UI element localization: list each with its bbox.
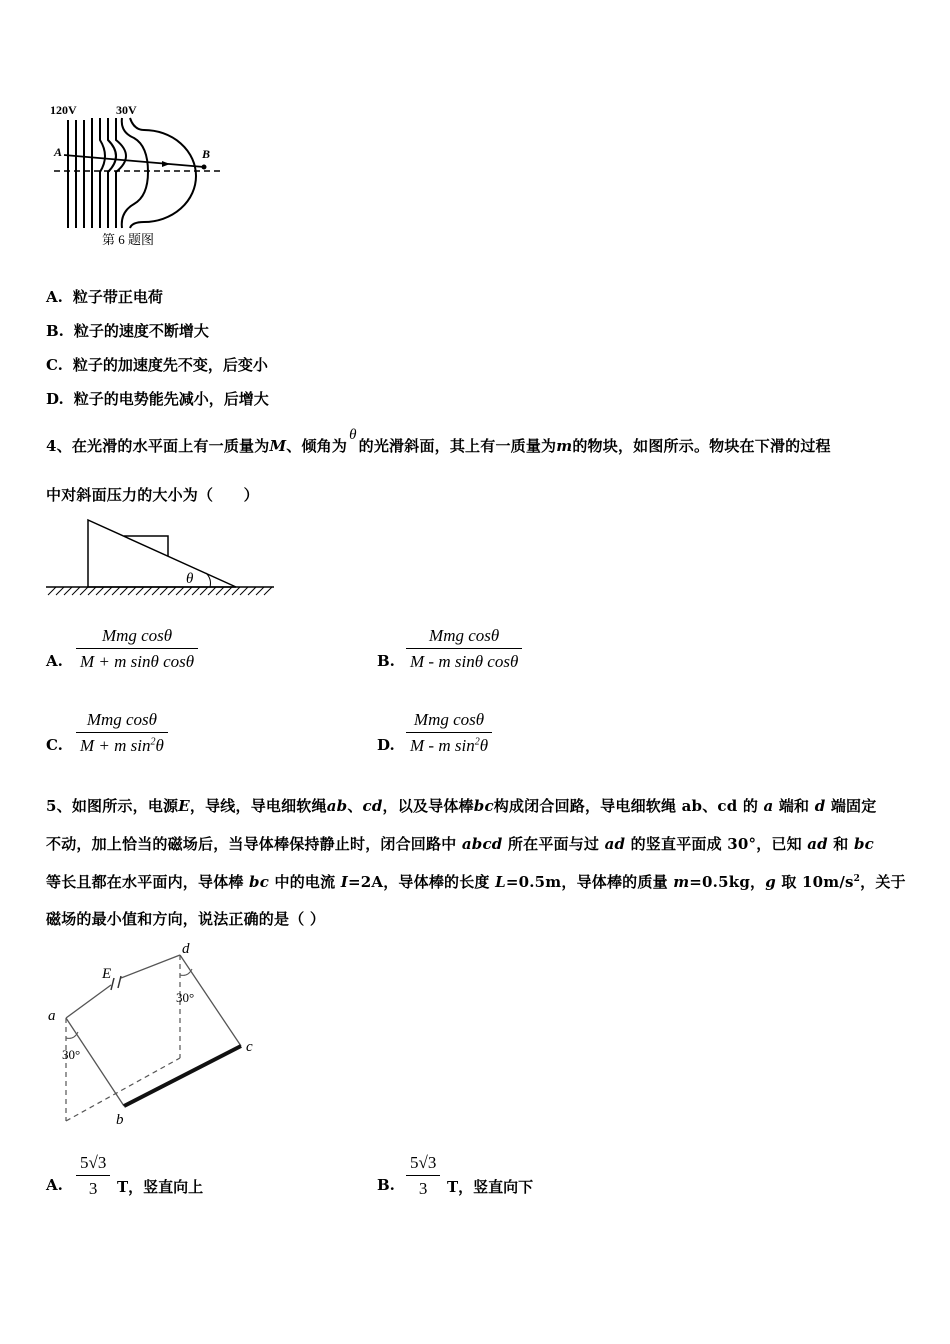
option-text: 粒子的电势能先减小，后增大 bbox=[73, 390, 269, 408]
option-text: 粒子的加速度先不变，后变小 bbox=[72, 356, 268, 374]
angle-a: 30° bbox=[62, 1047, 81, 1062]
label-a: a bbox=[48, 1008, 56, 1024]
q5-stem-line1: 5、如图所示，电源E，导线，导电细软绳ab、cd，以及导体棒bc构成闭合回路，导电细软绳 ab、cd 的 a 端和 d 端固定 bbox=[46, 797, 877, 815]
label-120v: 120V bbox=[50, 103, 77, 117]
q5-option-a-text: T，竖直向上 bbox=[117, 1178, 204, 1196]
option-letter: C. bbox=[46, 356, 63, 374]
q5-option-b-fraction: $\frac{5√3}{3}$ bbox=[406, 1153, 440, 1199]
q3-option-a bbox=[46, 286, 163, 307]
q4-stem-line2: 中对斜面压力的大小为（ ） bbox=[46, 486, 259, 504]
q3-option-b bbox=[46, 320, 209, 341]
label-b: B bbox=[202, 147, 211, 161]
figure-6-equipotential bbox=[44, 100, 234, 250]
q4-option-c-fraction: Mmg cosθ M + m $\sin^2\theta$ bbox=[76, 710, 168, 756]
q5-option-a-fraction: $\frac{5√3}{3}$ bbox=[76, 1153, 110, 1199]
label-b: b bbox=[116, 1112, 124, 1128]
q5-option-a-letter: A. bbox=[46, 1176, 63, 1194]
label-c: c bbox=[246, 1039, 253, 1055]
q5-option-b-text: T，竖直向下 bbox=[447, 1178, 534, 1196]
label-e: E bbox=[102, 966, 112, 982]
option-letter: A. bbox=[46, 288, 63, 306]
option-letter: D. bbox=[46, 390, 64, 408]
option-letter: B. bbox=[46, 322, 64, 340]
q5-stem-line4: 磁场的最小值和方向，说法正确的是（ ） bbox=[46, 910, 326, 928]
figure-circuit bbox=[44, 938, 264, 1128]
q4-option-a-fraction: Mmg cosθ M + m sinθ cosθ bbox=[76, 626, 198, 672]
q4-option-b-fraction: Mmg cosθ M - m sinθ cosθ bbox=[406, 626, 522, 672]
option-text: 粒子带正电荷 bbox=[72, 288, 163, 306]
q3-option-d bbox=[46, 388, 269, 409]
q5-stem-line2: 不动，加上恰当的磁场后，当导体棒保持静止时，闭合回路中 abcd 所在平面与过 ad 的竖直平面成 30°，已知 ad 和 bc bbox=[46, 835, 874, 853]
label-30v: 30V bbox=[116, 103, 137, 117]
q4-option-b-letter: B. bbox=[377, 652, 395, 670]
figure-caption: 第 6 题图 bbox=[102, 232, 155, 247]
q4-option-a-letter: A. bbox=[46, 652, 63, 670]
label-d: d bbox=[182, 941, 190, 957]
q5-stem-line3: 等长且都在水平面内，导体棒 bc 中的电流 I=2A，导体棒的长度 L=0.5m，导体棒的质量 m=0.5kg，g 取 $10m/s^2$，关于 bbox=[46, 873, 906, 891]
option-text: 粒子的速度不断增大 bbox=[73, 322, 209, 340]
q4-option-c-letter: C. bbox=[46, 736, 63, 754]
figure-incline bbox=[44, 515, 276, 601]
label-a: A bbox=[54, 145, 63, 159]
q4-option-d-fraction: Mmg cosθ M - m $\sin^2\theta$ bbox=[406, 710, 492, 756]
q4-option-d-letter: D. bbox=[377, 736, 395, 754]
q5-option-b-letter: B. bbox=[377, 1176, 395, 1194]
q3-option-c bbox=[46, 354, 268, 375]
angle-d: 30° bbox=[176, 990, 195, 1005]
q4-stem-line1: 4、在光滑的水平面上有一质量为M、倾角为θ的光滑斜面，其上有一质量为m的物块，如图所示。物块在下滑的过程 bbox=[46, 427, 831, 455]
incline-theta: θ bbox=[186, 571, 194, 587]
